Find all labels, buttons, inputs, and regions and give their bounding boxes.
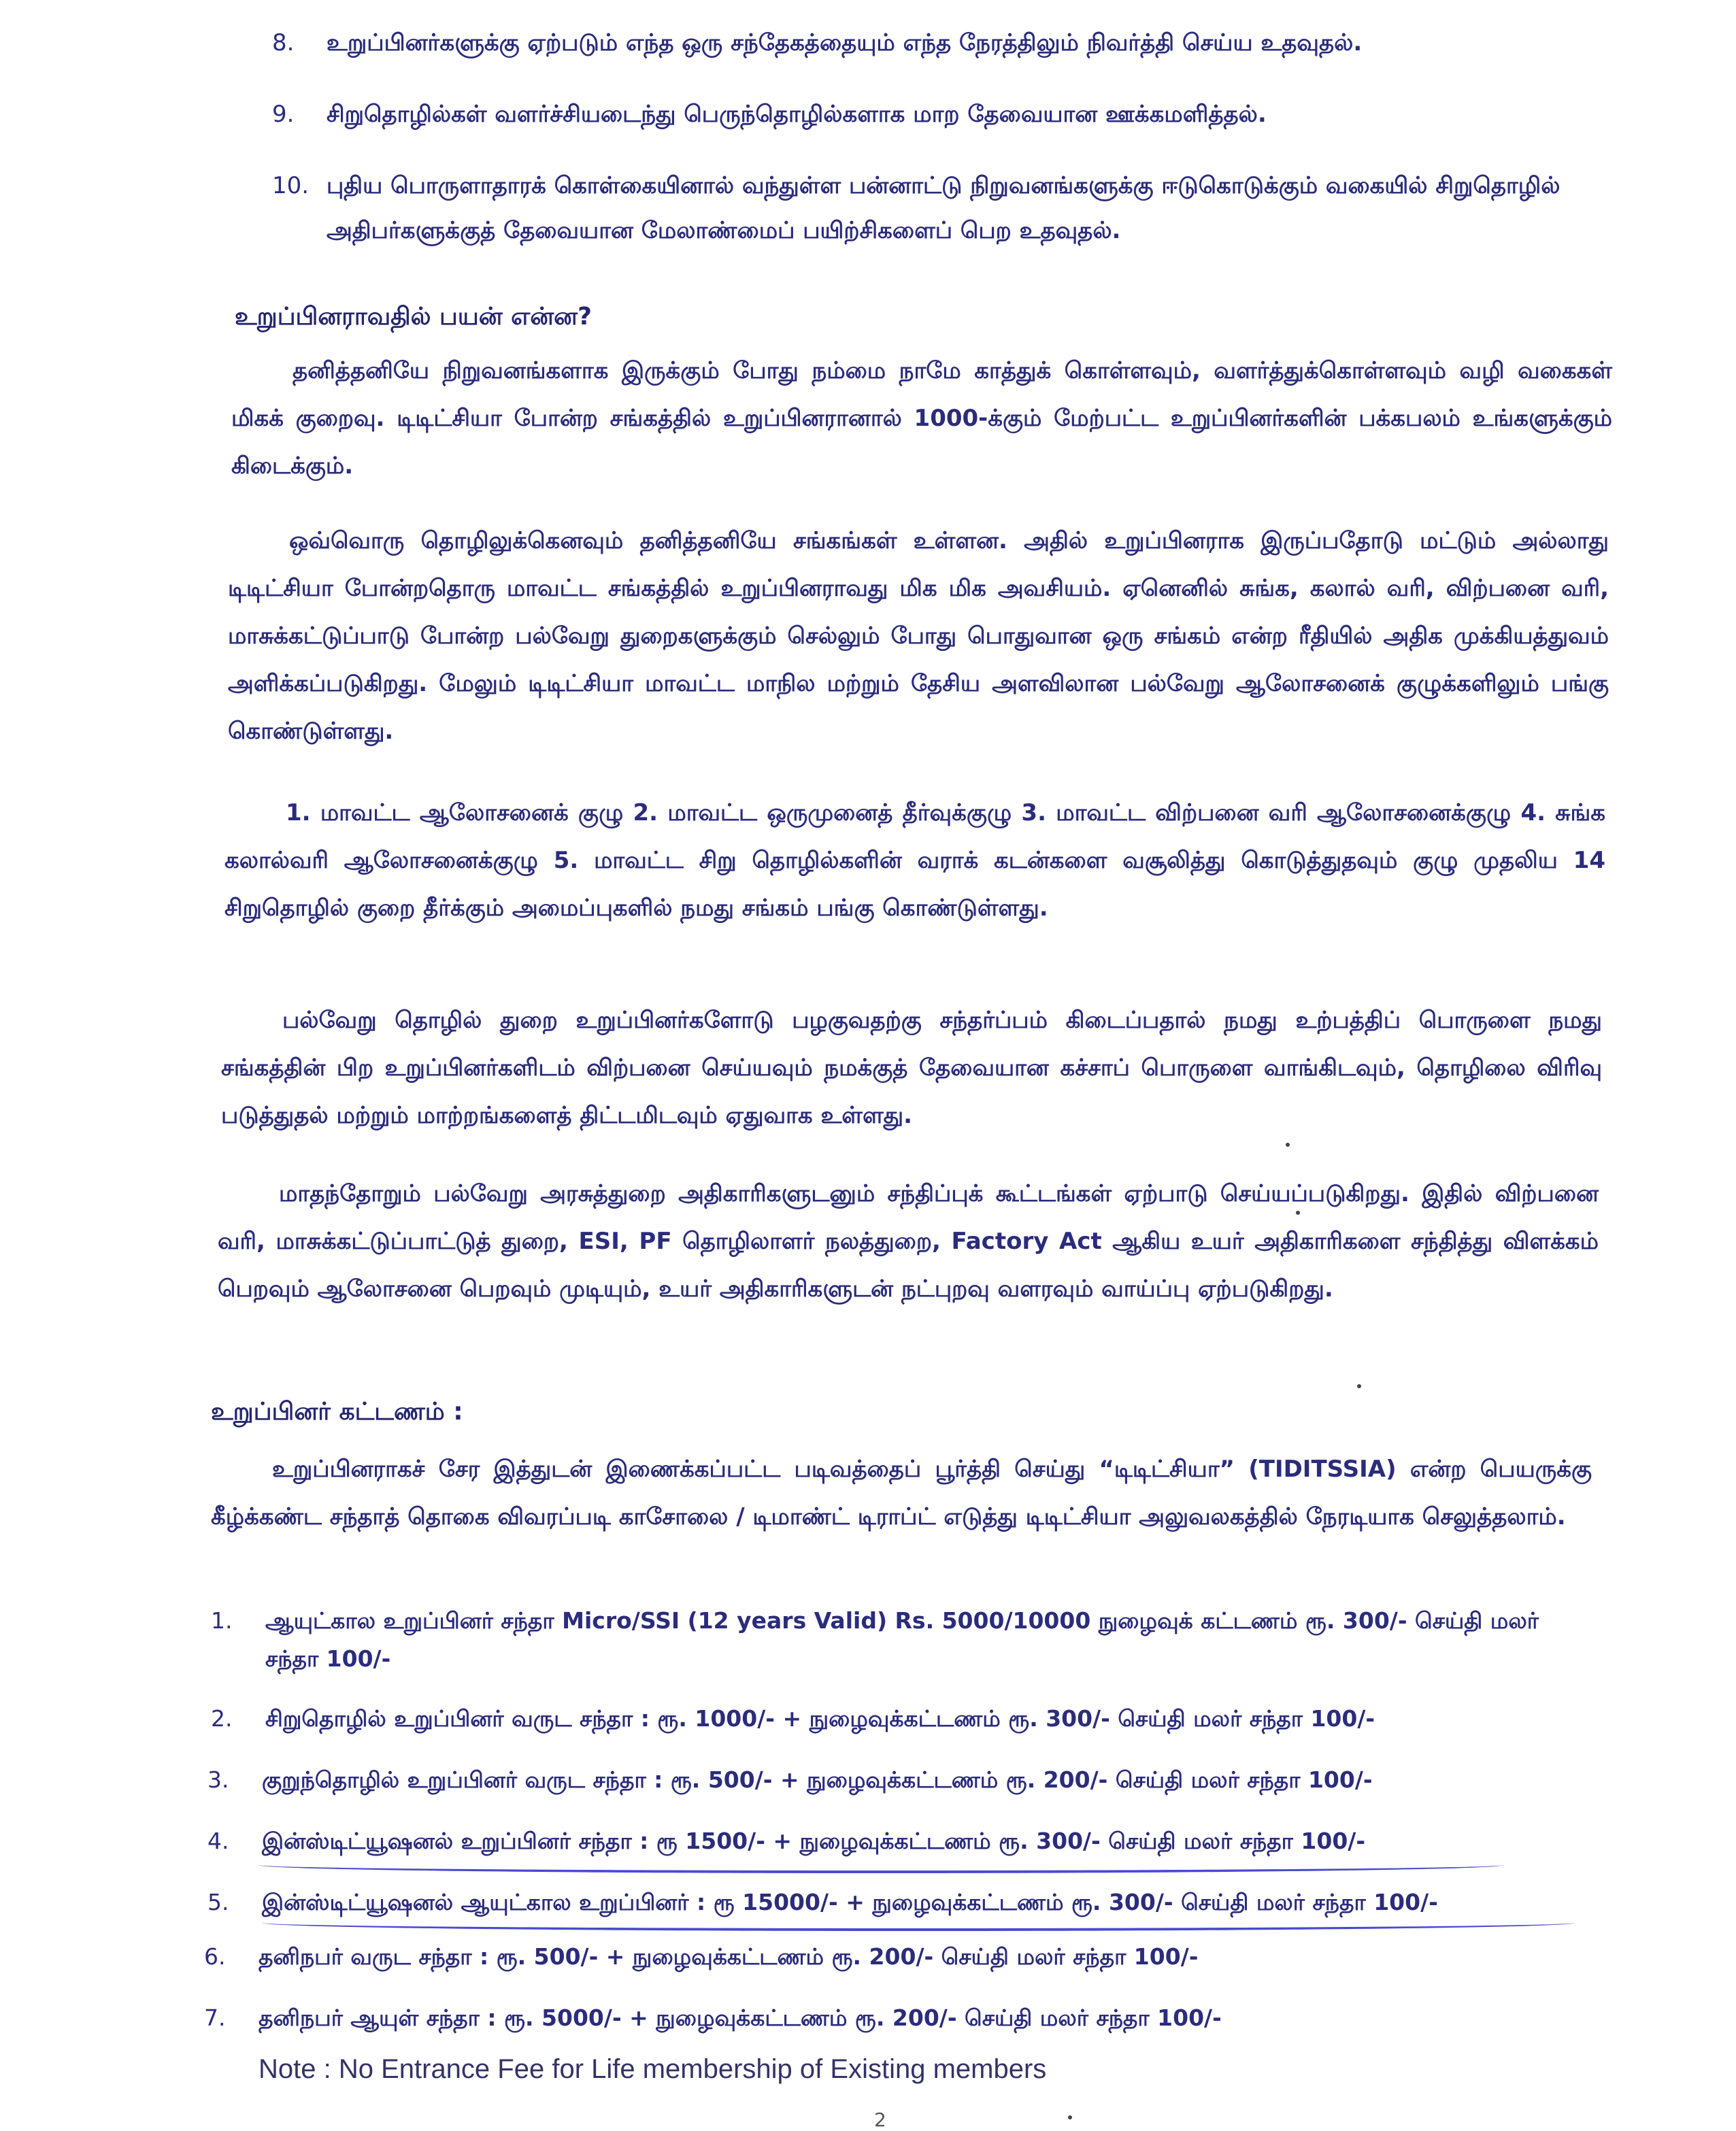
fee-list-item <box>211 1704 1592 1734</box>
list-number: 10. <box>272 172 310 199</box>
fee-text: இன்ஸ்டிட்யூஷனல் உறுப்பினர் சந்தா : ரூ 1500/- + நுழைவுக்கட்டணம் ரூ. 300/- செய்தி மலர் சந்தா 100/- <box>262 1828 1366 1854</box>
fee-number: 7. <box>204 2004 226 2031</box>
networking-paragraph: பல்வேறு தொழில் துறை உறுப்பினர்களோடு பழகுவதற்கு சந்தர்ப்பம் கிடைப்பதால் நமது உற்பத்திப் பொருளை நமது சங்கத்தின் பிற உறுப்பினர்களிடம் விற்பனை செய்யவும் நமக்குத் தேவையான கச்சாப் பொருளை வாங்கிடவும், தொழிலை விரிவு படுத்துதல் மற்றும் மாற்றங்களைத் திட்டமிடவும் ஏதுவாக உள்ளது. <box>221 1007 1602 1129</box>
scan-speck <box>1296 1211 1300 1215</box>
fee-text: தனிநபர் ஆயுள் சந்தா : ரூ. 5000/- + நுழைவுக்கட்டணம் ரூ. 200/- செய்தி மலர் சந்தா 100/- <box>258 2004 1222 2031</box>
scan-speck <box>1286 1143 1290 1147</box>
fee-text: தனிநபர் வருட சந்தா : ரூ. 500/- + நுழைவுக்கட்டணம் ரூ. 200/- செய்தி மலர் சந்தா 100/- <box>258 1943 1199 1970</box>
fee-list-item <box>204 1942 1585 1972</box>
list-item <box>272 20 1619 65</box>
associations-paragraph: ஒவ்வொரு தொழிலுக்கெனவும் தனித்தனியே சங்கங்கள் உள்ளன. அதில் உறுப்பினராக இருப்பதோடு மட்டும் அல்லாது டிடிட்சியா போன்றதொரு மாவட்ட சங்கத்தில் உறுப்பினராவது மிக மிக அவசியம். ஏனெனில் சுங்க, கலால் வரி, விற்பனை வரி, மாசுக்கட்டுப்பாடு போன்ற பல்வேறு துறைகளுக்கும் செல்லும் போது பொதுவான ஒரு சங்கம் என்ற ரீதியில் அதிக முக்கியத்துவம் அளிக்கப்படுகிறது. மேலும் டிடிட்சியா மாவட்ட மாநில மற்றும் தேசிய அளவிலான பல்வேறு ஆலோசனைக் குழுக்களிலும் பங்கு கொண்டுள்ளது. <box>228 527 1609 745</box>
fee-number: 3. <box>207 1766 229 1793</box>
fee-list-item <box>207 1765 1588 1795</box>
fee-list-item <box>211 1602 1592 1678</box>
fee-intro-paragraph: உறுப்பினராகச் சேர இத்துடன் இணைக்கப்பட்ட படிவத்தைப் பூர்த்தி செய்து “டிடிட்சியா” (TIDITSSIA) என்ற பெயருக்கு கீழ்க்கண்ட சந்தாத் தொகை விவரப்படி காசோலை / டிமாண்ட் டிராப்ட் எடுத்து டிடிட்சியா அலுவலகத்தில் நேரடியாக செலுத்தலாம். <box>211 1456 1592 1530</box>
page-number: 2 <box>874 2109 886 2131</box>
list-item <box>272 163 1619 253</box>
fee-text: ஆயுட்கால உறுப்பினர் சந்தா Micro/SSI (12 years Valid) Rs. 5000/10000 நுழைவுக் கட்டணம் ரூ. 300/- செய்தி மலர் சந்தா 100/- <box>265 1607 1539 1672</box>
fee-text: சிறுதொழில் உறுப்பினர் வருட சந்தா : ரூ. 1000/- + நுழைவுக்கட்டணம் ரூ. 300/- செய்தி மலர் சந்தா 100/- <box>265 1705 1375 1732</box>
list-text: சிறுதொழில்கள் வளர்ச்சியடைந்து பெருந்தொழில்களாக மாற தேவையான ஊக்கமளித்தல். <box>327 101 1267 128</box>
benefit-heading: உறுப்பினராவதில் பயன் என்ன? <box>235 303 592 331</box>
committees-paragraph: 1. மாவட்ட ஆலோசனைக் குழு 2. மாவட்ட ஒருமுனைத் தீர்வுக்குழு 3. மாவட்ட விற்பனை வரி ஆலோசனைக்குழு 4. சுங்க கலால்வரி ஆலோசனைக்குழு 5. மாவட்ட சிறு தொழில்களின் வராக் கடன்களை வசூலித்து கொடுத்துதவும் குழு முதலிய 14 சிறுதொழில் குறை தீர்க்கும் அமைப்புகளில் நமது சங்கம் பங்கு கொண்டுள்ளது. <box>224 799 1605 922</box>
fee-number: 6. <box>204 1943 226 1970</box>
scan-speck <box>1357 1384 1361 1388</box>
pen-underline <box>258 1857 1503 1873</box>
fee-list-item <box>204 2003 1585 2033</box>
fee-list-item <box>207 1887 1588 1917</box>
fee-number: 2. <box>211 1705 233 1732</box>
list-text: உறுப்பினர்களுக்கு ஏற்படும் எந்த ஒரு சந்தேகத்தையும் எந்த நேரத்திலும் நிவர்த்தி செய்ய உதவுதல். <box>327 29 1363 56</box>
list-text: புதிய பொருளாதாரக் கொள்கையினால் வந்துள்ள பன்னாட்டு நிறுவனங்களுக்கு ஈடுகொடுக்கும் வகையில் சிறுதொழில் அதிபர்களுக்குத் தேவையான மேலாண்மைப் பயிற்சிகளைப் பெற உதவுதல். <box>327 172 1560 244</box>
fee-number: 1. <box>211 1607 233 1634</box>
fee-list-item <box>207 1826 1588 1856</box>
list-item <box>272 92 1619 137</box>
fee-text: குறுந்தொழில் உறுப்பினர் வருட சந்தா : ரூ. 500/- + நுழைவுக்கட்டணம் ரூ. 200/- செய்தி மலர் சந்தா 100/- <box>262 1766 1373 1793</box>
benefit-paragraph: தனித்தனியே நிறுவனங்களாக இருக்கும் போது நம்மை நாமே காத்துக் கொள்ளவும், வளர்த்துக்கொள்ளவும் வழி வகைகள் மிகக் குறைவு. டிடிட்சியா போன்ற சங்கத்தில் உறுப்பினரானால் 1000-க்கும் மேற்பட்ட உறுப்பினர்களின் பக்கபலம் உங்களுக்கும் கிடைக்கும். <box>231 357 1612 480</box>
fee-number: 4. <box>207 1828 229 1854</box>
scan-speck <box>1068 2115 1072 2119</box>
pen-underline <box>262 1915 1575 1931</box>
meetings-paragraph: மாதந்தோறும் பல்வேறு அரசுத்துறை அதிகாரிகளுடனும் சந்திப்புக் கூட்டங்கள் ஏற்பாடு செய்யப்படுகிறது. இதில் விற்பனை வரி, மாசுக்கட்டுப்பாட்டுத் துறை, ESI, PF தொழிலாளர் நலத்துறை, Factory Act ஆகிய உயர் அதிகாரிகளை சந்தித்து விளக்கம் பெறவும் ஆலோசனை பெறவும் முடியும், உயர் அதிகாரிகளுடன் நட்புறவு வளரவும் வாய்ப்பு ஏற்படுகிறது. <box>218 1180 1599 1303</box>
fee-heading: உறுப்பினர் கட்டணம் : <box>211 1398 463 1426</box>
list-number: 8. <box>272 29 295 56</box>
membership-note: Note : No Entrance Fee for Life membership of Existing members <box>258 2054 1047 2084</box>
list-number: 9. <box>272 101 295 128</box>
fee-text: இன்ஸ்டிட்யூஷனல் ஆயுட்கால உறுப்பினர் : ரூ 15000/- + நுழைவுக்கட்டணம் ரூ. 300/- செய்தி மலர் சந்தா 100/- <box>262 1889 1438 1915</box>
fee-number: 5. <box>207 1889 229 1915</box>
